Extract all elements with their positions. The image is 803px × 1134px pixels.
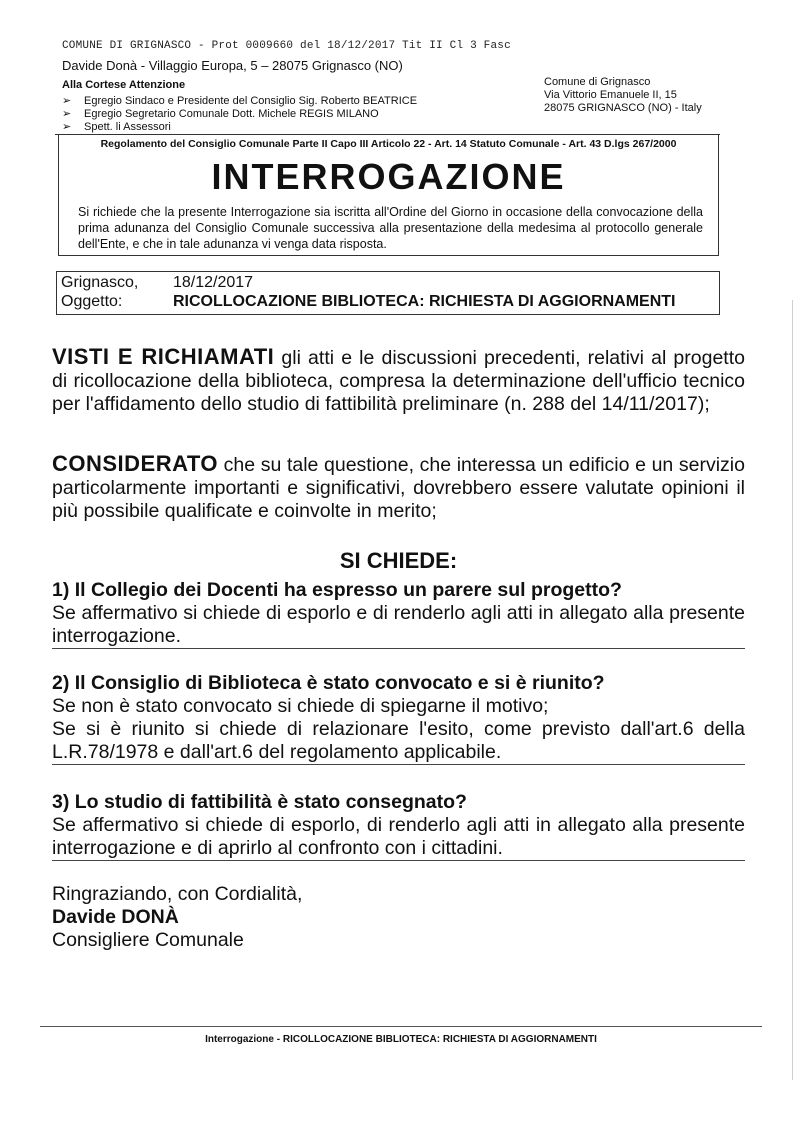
protocol-stamp: COMUNE DI GRIGNASCO - Prot 0009660 del 18/12/2017 Tit II Cl 3 Fasc [62, 40, 511, 52]
signer-role: Consigliere Comunale [52, 929, 244, 951]
recipient-item: ➢ Egregio Segretario Comunale Dott. Michele REGIS MILANO [62, 108, 379, 120]
municipality-address: Comune di Grignasco Via Vittorio Emanuele II, 15 28075 GRIGNASCO (NO) - Italy [544, 76, 702, 114]
question-divider [52, 860, 745, 861]
date-row [61, 274, 253, 292]
question-divider [52, 764, 745, 765]
premise-paragraph: CONSIDERATO che su tale questione, che interessa un edificio e un servizio particolarmente importanti e significativi, dovrebbero essere valutate opinioni il più possibile qualificate e coinvolte in merito; [52, 451, 745, 522]
document-title: INTERROGAZIONE [211, 156, 566, 197]
bullet-arrow-icon: ➢ [62, 121, 72, 133]
question-block [52, 791, 745, 860]
scan-edge-line [792, 300, 793, 1080]
meta-box [56, 271, 720, 315]
closing-block [52, 883, 302, 952]
document-date: 18/12/2017 [173, 274, 254, 291]
question-divider [52, 648, 745, 649]
premise-paragraph: VISTI E RICHIAMATI gli atti e le discussioni precedenti, relativi al progetto di ricollocazione della biblioteca, compresa la determinazione dell'ufficio tecnico per l'affidamento dello studio di fattibilità preliminare (n. 288 del 14/11/2017); [52, 344, 745, 415]
premise-lead: CONSIDERATO [52, 451, 219, 476]
question-body: Se non è stato convocato si chiede di spiegarne il motivo; [52, 695, 549, 717]
footer-divider [40, 1026, 762, 1027]
subject-text: RICOLLOCAZIONE BIBLIOTECA: RICHIESTA DI AGGIORNAMENTI [173, 293, 676, 310]
attention-title: Alla Cortese Attenzione [62, 79, 186, 91]
question-block [52, 579, 745, 648]
signer-name: Davide DONÀ [52, 906, 179, 928]
request-heading: SI CHIEDE: [339, 548, 458, 573]
recipient-item: ➢ Egregio Sindaco e Presidente del Consiglio Sig. Roberto BEATRICE [62, 95, 418, 107]
intro-paragraph: Si richiede che la presente Interrogazione sia iscritta all'Ordine del Giorno in occasione della convocazione della prima adunanza del Consiglio Comunale successiva alla presentazione della medesima al protocollo generale dell'Ente, e che in tale adunanza vi venga data risposta. [78, 205, 703, 251]
recipient-item: ➢ Spett. li Assessori [62, 121, 171, 133]
subject-row [61, 293, 676, 311]
question-title: 1) Il Collegio dei Docenti ha espresso un parere sul progetto? [52, 579, 622, 601]
subject-label: Oggetto: [61, 293, 123, 310]
bullet-arrow-icon: ➢ [62, 108, 72, 120]
page-footer: Interrogazione - RICOLLOCAZIONE BIBLIOTECA: RICHIESTA DI AGGIORNAMENTI [205, 1034, 597, 1045]
question-block [52, 672, 745, 764]
premise-lead: VISTI E RICHIAMATI [52, 344, 275, 369]
regulation-reference: Regolamento del Consiglio Comunale Parte II Capo III Articolo 22 - Art. 14 Statuto Comunale - Art. 43 D.lgs 267/2000 [100, 138, 677, 150]
question-body: Se affermativo si chiede di esporlo, di renderlo agli atti in allegato alla presente interrogazione e di aprirlo al confronto con i cittadini. [52, 814, 745, 859]
bullet-arrow-icon: ➢ [62, 95, 72, 107]
recipients-list [62, 95, 417, 134]
closing-greeting: Ringraziando, con Cordialità, [52, 883, 303, 905]
question-title: 3) Lo studio di fattibilità è stato consegnato? [52, 791, 467, 813]
question-body: Se affermativo si chiede di esporlo e di renderlo agli atti in allegato alla presente interrogazione. [52, 602, 745, 647]
place-label: Grignasco, [61, 274, 139, 291]
question-title: 2) Il Consiglio di Biblioteca è stato convocato e si è riunito? [52, 672, 605, 694]
question-body: Se si è riunito si chiede di relazionare l'esito, come previsto dall'art.6 della L.R.78/1978 e dall'art.6 del regolamento applicabile. [52, 718, 745, 763]
sender-line: Davide Donà - Villaggio Europa, 5 – 28075 Grignasco (NO) [62, 58, 403, 73]
